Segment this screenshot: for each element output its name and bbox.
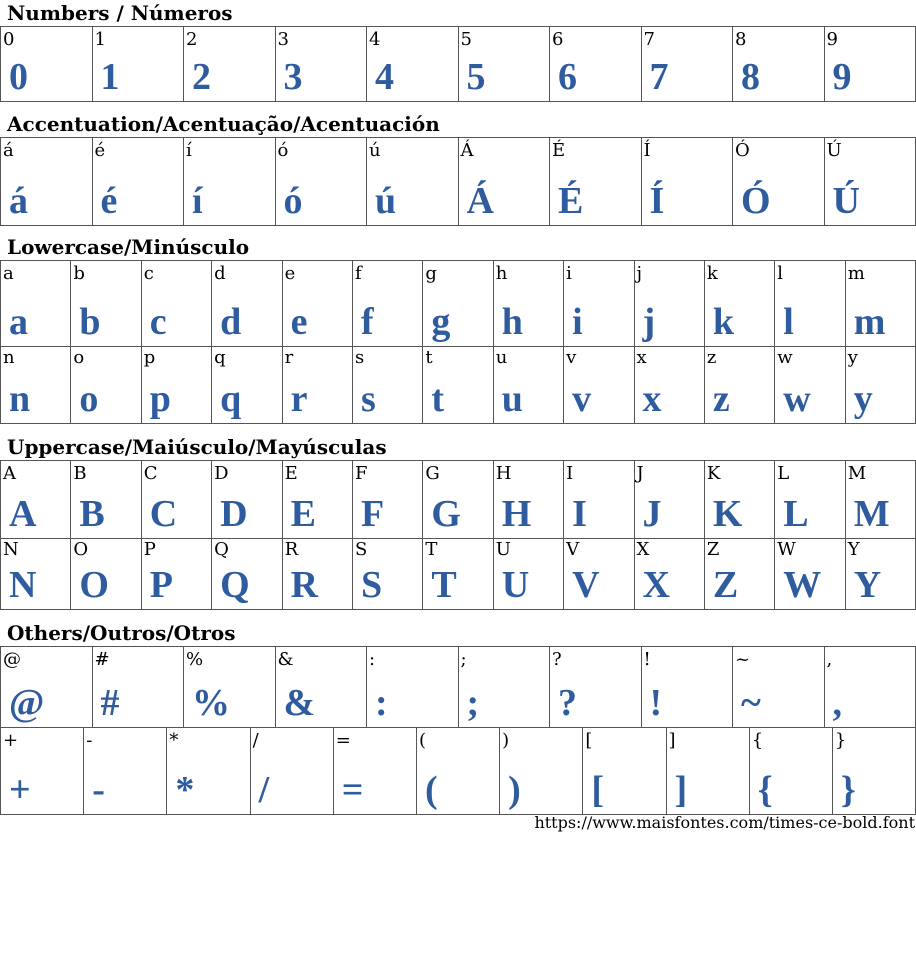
- glyph-sample: o: [79, 378, 99, 420]
- glyph-sample: @: [9, 682, 45, 724]
- glyph-label: D: [214, 463, 229, 484]
- glyph-sample: A: [9, 493, 37, 535]
- source-url: https://www.maisfontes.com/times-ce-bold.font: [534, 813, 915, 832]
- glyph-label: G: [425, 463, 440, 484]
- glyph-label: n: [3, 347, 15, 368]
- glyph-sample: w: [783, 378, 811, 420]
- glyph-cell: [142, 461, 212, 539]
- glyph-cell: [494, 461, 564, 539]
- glyph-sample: ]: [674, 769, 688, 811]
- glyph-label: [: [585, 730, 593, 751]
- glyph-label: a: [3, 263, 14, 284]
- glyph-sample: h: [501, 301, 523, 343]
- glyph-cell: [84, 728, 167, 815]
- glyph-sample: C: [149, 493, 178, 535]
- glyph-sample: -: [92, 769, 105, 811]
- lowercase-grid-row2: [0, 345, 916, 424]
- glyph-cell: [750, 728, 833, 815]
- glyph-sample: c: [149, 301, 167, 343]
- glyph-label: ?: [552, 649, 562, 670]
- glyph-label: J: [636, 463, 644, 484]
- glyph-label: -: [86, 730, 93, 751]
- glyph-label: g: [425, 263, 437, 284]
- glyph-cell: [367, 647, 459, 728]
- glyph-cell: [705, 537, 775, 610]
- glyph-cell: [494, 537, 564, 610]
- glyph-label: j: [636, 263, 643, 284]
- glyph-label: Z: [706, 539, 720, 560]
- glyph-sample: 1: [100, 56, 120, 98]
- glyph-sample: I: [572, 493, 587, 535]
- accents-title: Accentuation/Acentuação/Acentuación: [7, 112, 440, 136]
- glyph-cell: [283, 537, 353, 610]
- glyph-sample: i: [572, 301, 583, 343]
- glyph-cell: [276, 647, 368, 728]
- glyph-label: A: [3, 463, 16, 484]
- glyph-cell: [775, 261, 845, 347]
- glyph-sample: j: [642, 301, 656, 343]
- glyph-sample: {: [757, 769, 773, 811]
- glyph-sample: %: [192, 682, 230, 724]
- glyph-label: l: [777, 263, 784, 284]
- glyph-cell: [184, 138, 276, 226]
- glyph-label: @: [3, 649, 21, 670]
- glyph-label: F: [354, 463, 368, 484]
- glyph-sample: ): [508, 769, 521, 811]
- glyph-cell: [775, 461, 845, 539]
- glyph-cell: [564, 345, 634, 424]
- glyph-label: Í: [643, 140, 651, 161]
- glyph-label: +: [3, 730, 19, 751]
- glyph-label: r: [284, 347, 294, 368]
- glyph-sample: S: [360, 564, 383, 606]
- glyph-cell: [276, 138, 368, 226]
- glyph-cell: [71, 461, 141, 539]
- uppercase-grid-row2: [0, 537, 916, 610]
- glyph-sample: ,: [832, 682, 842, 724]
- glyph-sample: *: [175, 769, 195, 811]
- glyph-cell: [825, 27, 916, 102]
- glyph-sample: &: [283, 682, 316, 724]
- glyph-label: 1: [94, 29, 106, 50]
- glyph-cell: [775, 345, 845, 424]
- glyph-cell: [564, 537, 634, 610]
- glyph-sample: P: [149, 564, 173, 606]
- glyph-sample: Ú: [832, 180, 860, 222]
- glyph-label: Ó: [735, 140, 750, 161]
- glyph-sample: F: [360, 493, 385, 535]
- glyph-sample: Á: [466, 180, 494, 222]
- glyph-sample: [: [591, 769, 604, 811]
- glyph-sample: í: [192, 180, 203, 222]
- glyph-cell: [212, 461, 282, 539]
- glyph-label: é: [94, 140, 106, 161]
- glyph-cell: [212, 537, 282, 610]
- glyph-label: ;: [460, 649, 467, 670]
- others-grid-row2: [0, 727, 916, 815]
- glyph-label: ~: [735, 649, 751, 670]
- glyph-cell: [1, 647, 93, 728]
- glyph-label: t: [425, 347, 433, 368]
- glyph-label: V: [566, 539, 580, 560]
- glyph-cell: [142, 261, 212, 347]
- glyph-label: y: [847, 347, 858, 368]
- glyph-label: 5: [460, 29, 472, 50]
- glyph-label: 3: [277, 29, 289, 50]
- glyph-sample: ó: [283, 180, 303, 222]
- glyph-cell: [367, 138, 459, 226]
- glyph-sample: m: [853, 301, 886, 343]
- glyph-sample: 3: [283, 56, 303, 98]
- glyph-cell: [635, 261, 705, 347]
- glyph-cell: [142, 345, 212, 424]
- glyph-label: {: [751, 730, 764, 751]
- glyph-sample: #: [100, 682, 120, 724]
- glyph-cell: [564, 461, 634, 539]
- glyph-cell: [142, 537, 212, 610]
- glyph-label: k: [706, 263, 718, 284]
- glyph-label: ]: [668, 730, 676, 751]
- glyph-label: X: [636, 539, 650, 560]
- glyph-sample: x: [642, 378, 662, 420]
- glyph-sample: 2: [192, 56, 211, 98]
- glyph-label: á: [3, 140, 14, 161]
- glyph-label: I: [566, 463, 574, 484]
- glyph-sample: !: [649, 682, 663, 724]
- glyph-cell: [71, 537, 141, 610]
- glyph-label: c: [143, 263, 154, 284]
- glyph-cell: [71, 261, 141, 347]
- glyph-sample: K: [712, 493, 743, 535]
- glyph-sample: 5: [466, 56, 486, 98]
- glyph-cell: [667, 728, 750, 815]
- glyph-cell: [642, 138, 734, 226]
- glyph-cell: [423, 537, 493, 610]
- glyph-cell: [1, 537, 71, 610]
- glyph-label: d: [214, 263, 226, 284]
- glyph-sample: s: [360, 378, 376, 420]
- glyph-label: b: [73, 263, 85, 284]
- glyph-label: p: [143, 347, 156, 368]
- glyph-label: 8: [735, 29, 747, 50]
- glyph-label: É: [552, 140, 566, 161]
- others-grid-row1: [0, 646, 916, 728]
- glyph-cell: [459, 27, 551, 102]
- glyph-sample: (: [424, 769, 438, 811]
- glyph-sample: V: [572, 564, 600, 606]
- glyph-cell: [251, 728, 334, 815]
- glyph-sample: 9: [832, 56, 852, 98]
- glyph-cell: [184, 27, 276, 102]
- glyph-label: ó: [277, 140, 289, 161]
- glyph-sample: z: [712, 378, 730, 420]
- glyph-cell: [283, 261, 353, 347]
- glyph-cell: [1, 461, 71, 539]
- glyph-sample: T: [431, 564, 457, 606]
- glyph-cell: [635, 537, 705, 610]
- glyph-label: 0: [3, 29, 15, 50]
- glyph-label: x: [636, 347, 647, 368]
- glyph-sample: W: [783, 564, 822, 606]
- glyph-label: (: [418, 730, 426, 751]
- glyph-label: 6: [552, 29, 564, 50]
- glyph-sample: e: [290, 301, 308, 343]
- glyph-cell: [1, 261, 71, 347]
- glyph-sample: G: [431, 493, 461, 535]
- glyph-cell: [167, 728, 250, 815]
- glyph-cell: [642, 27, 734, 102]
- glyph-sample: U: [501, 564, 530, 606]
- glyph-cell: [1, 728, 84, 815]
- glyph-sample: D: [220, 493, 248, 535]
- glyph-label: =: [335, 730, 351, 751]
- glyph-sample: =: [341, 769, 364, 811]
- glyph-sample: M: [853, 493, 890, 535]
- glyph-sample: 7: [649, 56, 669, 98]
- glyph-sample: :: [375, 682, 388, 724]
- glyph-label: Á: [460, 140, 474, 161]
- glyph-cell: [846, 461, 916, 539]
- glyph-cell: [184, 647, 276, 728]
- glyph-label: z: [706, 347, 717, 368]
- glyph-sample: t: [431, 378, 444, 420]
- lowercase-grid-row1: [0, 260, 916, 347]
- glyph-cell: [1, 345, 71, 424]
- glyph-cell: [733, 647, 825, 728]
- glyph-label: }: [834, 730, 847, 751]
- glyph-label: 2: [186, 29, 198, 50]
- glyph-cell: [283, 345, 353, 424]
- glyph-sample: E: [290, 493, 316, 535]
- glyph-cell: [705, 461, 775, 539]
- glyph-cell: [550, 647, 642, 728]
- glyph-cell: [494, 261, 564, 347]
- glyph-cell: [283, 461, 353, 539]
- glyph-label: 9: [826, 29, 838, 50]
- glyph-label: í: [186, 140, 192, 161]
- glyph-sample: k: [712, 301, 735, 343]
- glyph-cell: [353, 461, 423, 539]
- glyph-sample: n: [9, 378, 31, 420]
- glyph-cell: [846, 261, 916, 347]
- glyph-sample: L: [783, 493, 809, 535]
- glyph-cell: [550, 138, 642, 226]
- glyph-label: ): [502, 730, 510, 751]
- glyph-label: 7: [643, 29, 655, 50]
- glyph-label: s: [354, 347, 365, 368]
- glyph-cell: [423, 345, 493, 424]
- glyph-label: v: [566, 347, 577, 368]
- glyph-sample: 0: [9, 56, 28, 98]
- others-title: Others/Outros/Otros: [7, 621, 236, 645]
- uppercase-grid-row1: [0, 460, 916, 539]
- glyph-cell: [93, 138, 185, 226]
- glyph-sample: }: [840, 769, 856, 811]
- glyph-cell: [642, 647, 734, 728]
- glyph-sample: g: [431, 301, 451, 343]
- glyph-sample: Q: [220, 564, 250, 606]
- glyph-cell: [1, 27, 93, 102]
- glyph-cell: [775, 537, 845, 610]
- glyph-cell: [276, 27, 368, 102]
- glyph-label: *: [169, 730, 179, 751]
- glyph-label: :: [369, 649, 376, 670]
- glyph-sample: É: [558, 180, 584, 222]
- glyph-sample: u: [501, 378, 523, 420]
- glyph-sample: R: [290, 564, 319, 606]
- glyph-sample: ?: [558, 682, 577, 724]
- glyph-sample: ú: [375, 180, 397, 222]
- glyph-cell: [705, 261, 775, 347]
- glyph-sample: B: [79, 493, 105, 535]
- glyph-sample: N: [9, 564, 37, 606]
- glyph-cell: [825, 647, 916, 728]
- glyph-cell: [423, 461, 493, 539]
- glyph-cell: [846, 537, 916, 610]
- glyph-sample: ;: [466, 682, 480, 724]
- glyph-cell: [705, 345, 775, 424]
- glyph-sample: X: [642, 564, 670, 606]
- glyph-sample: +: [9, 769, 31, 811]
- glyph-sample: 8: [741, 56, 760, 98]
- glyph-sample: Z: [712, 564, 739, 606]
- glyph-label: i: [566, 263, 572, 284]
- glyph-sample: 6: [558, 56, 577, 98]
- glyph-label: B: [73, 463, 87, 484]
- glyph-cell: [494, 345, 564, 424]
- glyph-label: ,: [826, 649, 833, 670]
- glyph-label: &: [277, 649, 294, 670]
- numbers-title: Numbers / Números: [7, 1, 233, 25]
- glyph-label: 4: [369, 29, 381, 50]
- glyph-sample: d: [220, 301, 242, 343]
- glyph-label: #: [94, 649, 110, 670]
- glyph-label: M: [847, 463, 867, 484]
- glyph-cell: [353, 537, 423, 610]
- glyph-cell: [459, 138, 551, 226]
- glyph-sample: H: [501, 493, 532, 535]
- glyph-label: E: [284, 463, 298, 484]
- glyph-cell: [212, 345, 282, 424]
- glyph-label: Ú: [826, 140, 842, 161]
- accents-grid: [0, 137, 916, 226]
- glyph-label: P: [143, 539, 156, 560]
- glyph-cell: [367, 27, 459, 102]
- glyph-sample: v: [572, 378, 592, 420]
- glyph-cell: [583, 728, 666, 815]
- uppercase-title: Uppercase/Maiúsculo/Mayúsculas: [7, 435, 387, 459]
- glyph-sample: é: [100, 180, 118, 222]
- glyph-cell: [417, 728, 500, 815]
- glyph-sample: ~: [741, 682, 761, 724]
- glyph-sample: á: [9, 180, 28, 222]
- glyph-sample: Ó: [741, 180, 771, 222]
- glyph-label: Y: [847, 539, 860, 560]
- glyph-cell: [1, 138, 93, 226]
- glyph-label: W: [777, 539, 796, 560]
- glyph-cell: [334, 728, 417, 815]
- glyph-cell: [93, 27, 185, 102]
- glyph-sample: 4: [375, 56, 394, 98]
- glyph-label: T: [425, 539, 438, 560]
- glyph-label: w: [777, 347, 793, 368]
- glyph-label: ú: [369, 140, 381, 161]
- glyph-sample: Í: [649, 180, 665, 222]
- glyph-sample: q: [220, 378, 242, 420]
- glyph-cell: [733, 27, 825, 102]
- glyph-label: L: [777, 463, 790, 484]
- glyph-label: C: [143, 463, 158, 484]
- glyph-cell: [353, 261, 423, 347]
- glyph-cell: [635, 461, 705, 539]
- glyph-cell: [564, 261, 634, 347]
- numbers-grid: [0, 26, 916, 102]
- glyph-label: e: [284, 263, 296, 284]
- glyph-label: /: [252, 730, 259, 751]
- glyph-sample: p: [149, 378, 171, 420]
- glyph-cell: [500, 728, 583, 815]
- glyph-sample: y: [853, 378, 873, 420]
- glyph-cell: [733, 138, 825, 226]
- glyph-sample: r: [290, 378, 308, 420]
- glyph-label: o: [73, 347, 85, 368]
- glyph-sample: O: [79, 564, 109, 606]
- glyph-cell: [459, 647, 551, 728]
- glyph-label: H: [495, 463, 512, 484]
- glyph-label: u: [495, 347, 508, 368]
- glyph-cell: [353, 345, 423, 424]
- glyph-label: S: [354, 539, 368, 560]
- glyph-sample: Y: [853, 564, 882, 606]
- glyph-sample: a: [9, 301, 28, 343]
- glyph-label: R: [284, 539, 299, 560]
- glyph-label: N: [3, 539, 19, 560]
- glyph-label: Q: [214, 539, 229, 560]
- glyph-cell: [71, 345, 141, 424]
- glyph-cell: [423, 261, 493, 347]
- glyph-cell: [833, 728, 916, 815]
- glyph-cell: [550, 27, 642, 102]
- glyph-sample: /: [258, 769, 270, 811]
- glyph-label: f: [354, 263, 362, 284]
- glyph-sample: J: [642, 493, 662, 535]
- glyph-cell: [93, 647, 185, 728]
- glyph-label: O: [73, 539, 89, 560]
- glyph-sample: l: [783, 301, 794, 343]
- lowercase-title: Lowercase/Minúsculo: [7, 235, 250, 259]
- glyph-label: h: [495, 263, 508, 284]
- glyph-label: U: [495, 539, 511, 560]
- glyph-label: q: [214, 347, 226, 368]
- glyph-label: K: [706, 463, 721, 484]
- glyph-cell: [846, 345, 916, 424]
- glyph-cell: [825, 138, 916, 226]
- glyph-cell: [635, 345, 705, 424]
- glyph-sample: f: [360, 301, 374, 343]
- glyph-cell: [212, 261, 282, 347]
- glyph-label: m: [847, 263, 865, 284]
- glyph-label: %: [186, 649, 204, 670]
- glyph-label: !: [643, 649, 651, 670]
- glyph-sample: b: [79, 301, 101, 343]
